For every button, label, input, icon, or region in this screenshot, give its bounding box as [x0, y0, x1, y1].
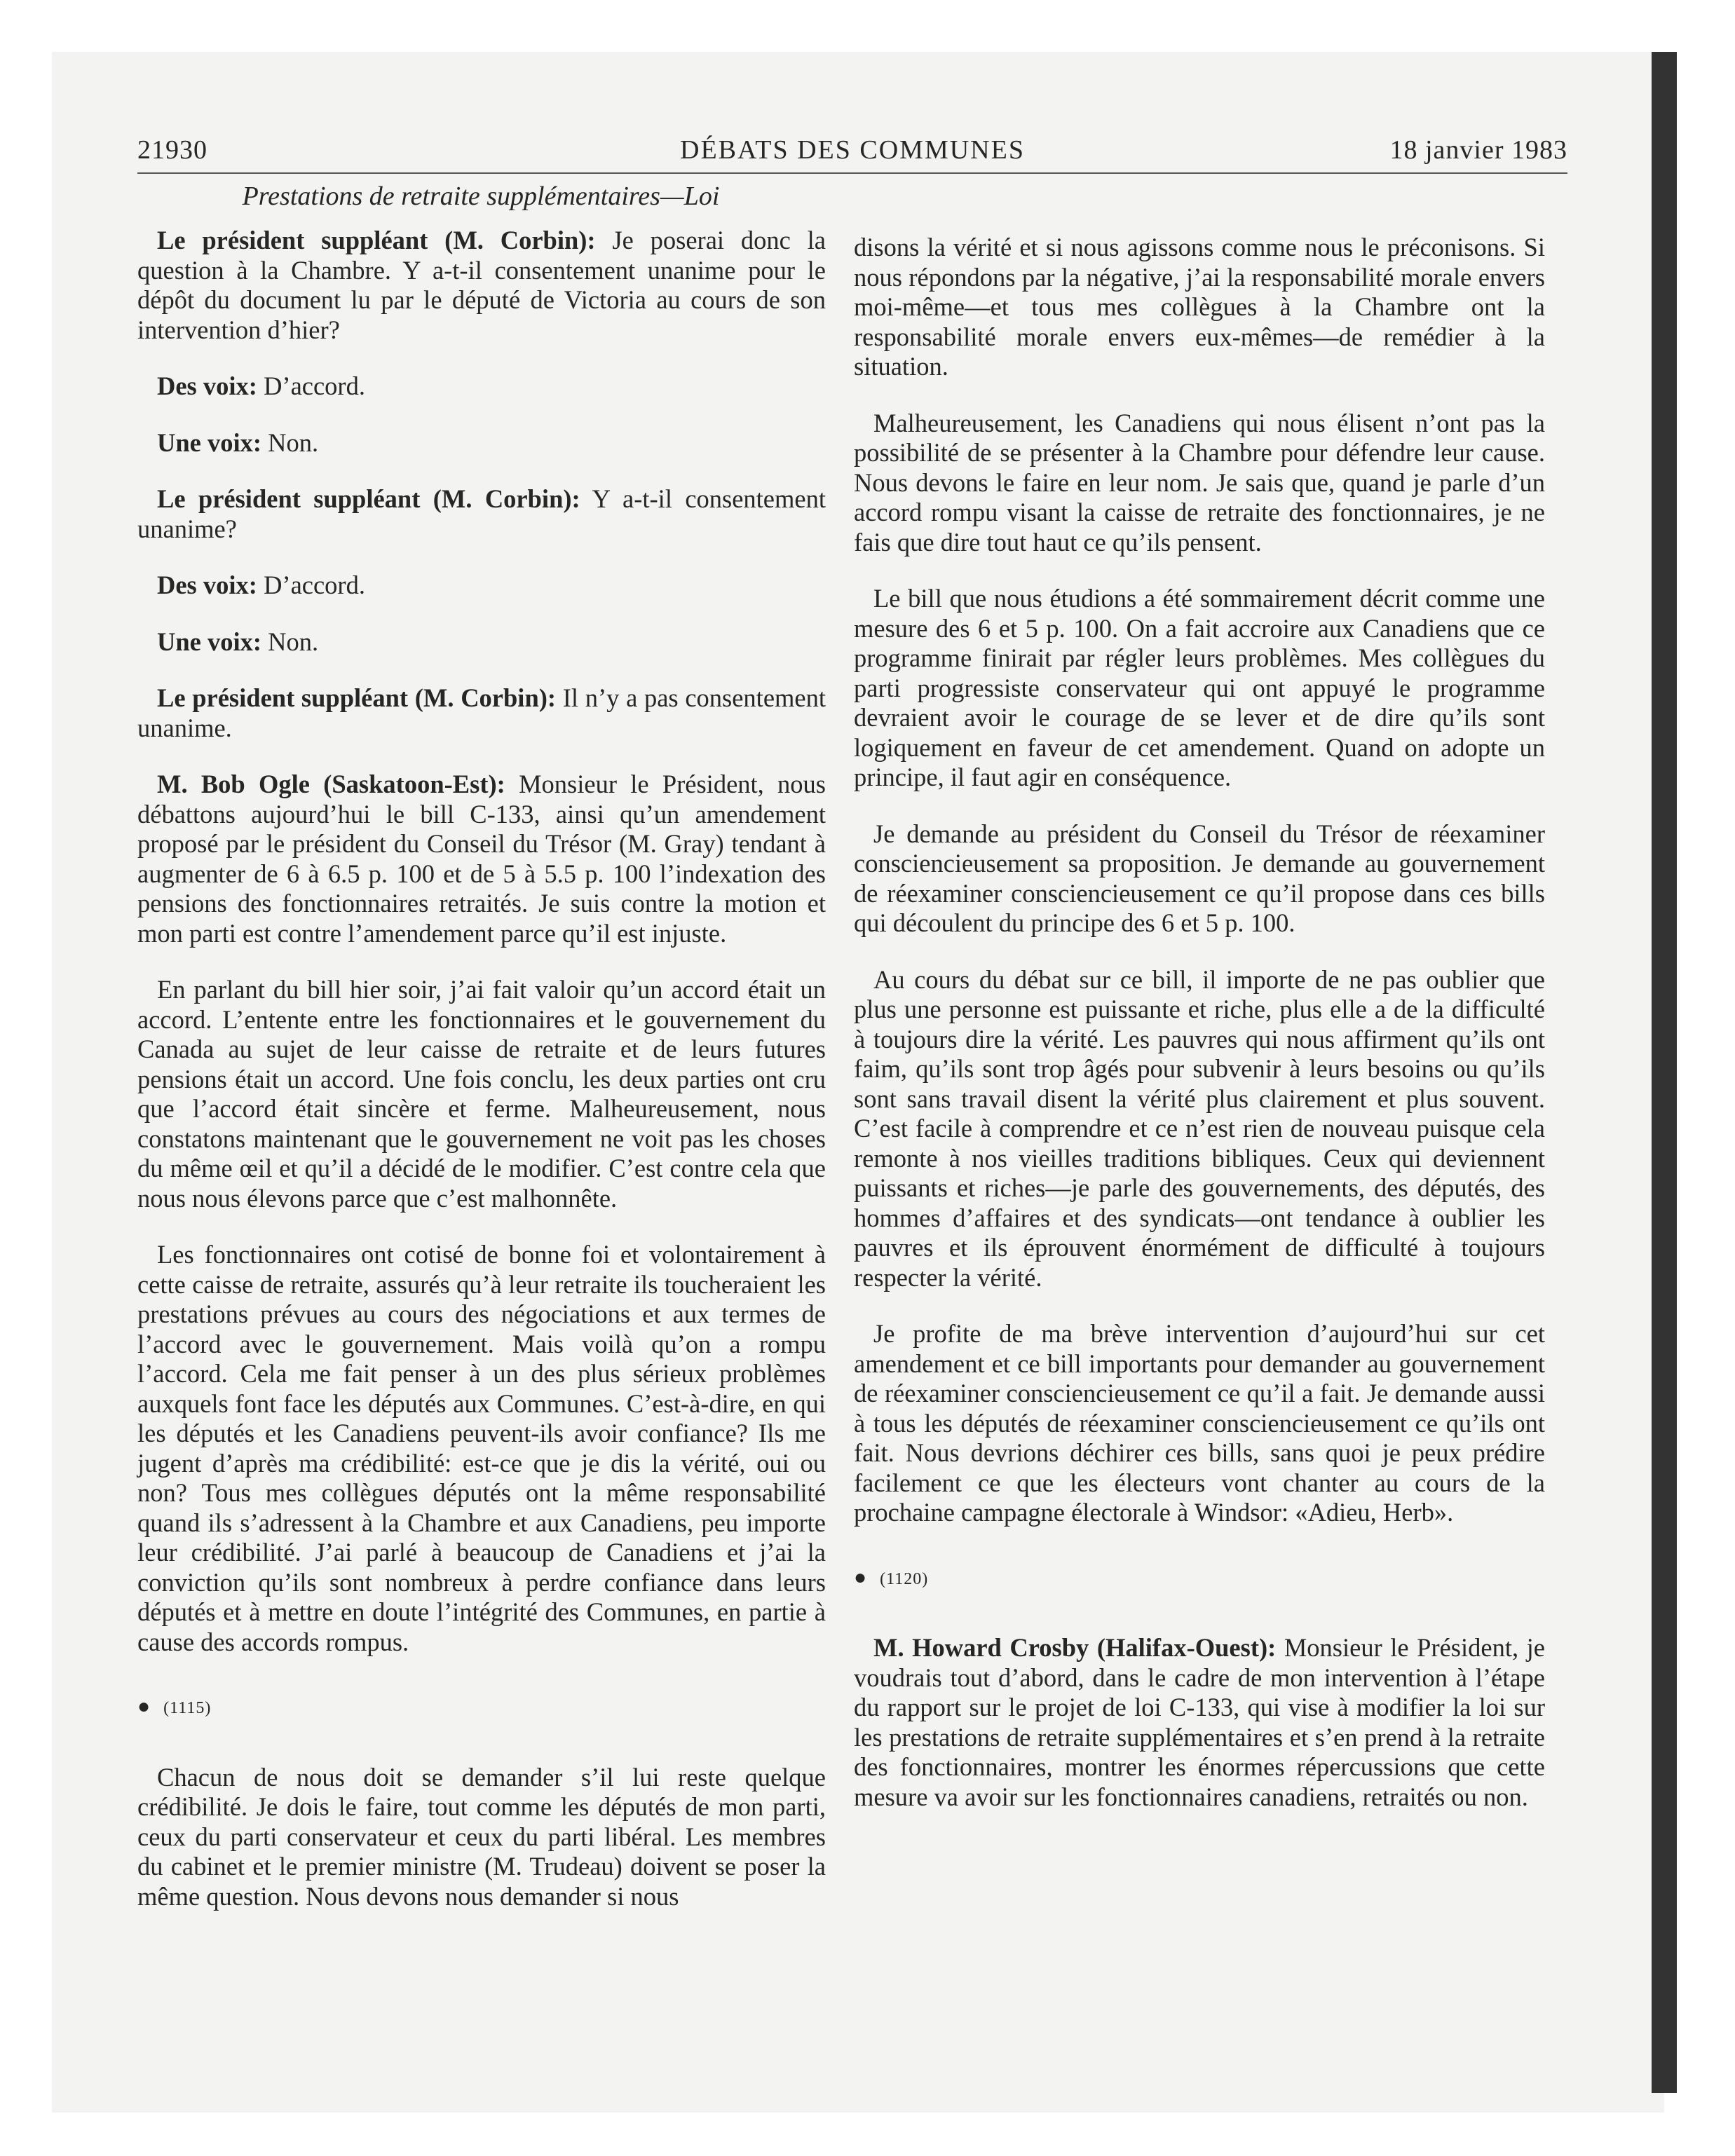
paragraph [137, 1240, 826, 1657]
paragraph-text: Monsieur le Président, nous débattons aujourd’hui le bill C-133, ainsi qu’un amendement proposé par le président du Conseil du Trésor (M. Gray) tendant à augmenter de 6 à 6.5 p. 100 et de 5 à 5.5 p. 100 l’indexation des pensions des fonctionnaires retraités. Je suis contre la motion et mon parti est contre l’amendement parce qu’il est injuste. [137, 770, 826, 948]
speaker-name: Le président suppléant (M. Corbin): [157, 226, 596, 254]
right-column [854, 233, 1545, 1838]
speaker-name: Des voix: [157, 371, 257, 400]
bullet-icon: ● [137, 1695, 151, 1718]
paragraph-text: En parlant du bill hier soir, j’ai fait valoir qu’un accord était un accord. L’entente entre les fonctionnaires et le gouvernement du Canada au sujet de leur caisse de retraite et de leurs futures pensions était un accord. Une fois conclu, les deux parties ont cru que l’accord était sincère et ferme. Malheureusement, nous constatons maintenant que le gouvernement ne voit pas les choses du même œil et qu’il a décidé de le modifier. C’est contre cela que nous nous élevons parce que c’est malhonnête. [137, 975, 826, 1213]
paragraph-text: disons la vérité et si nous agissons comme nous le préconisons. Si nous répondons par la négative, j’ai la responsabilité morale envers moi-même—et tous mes collègues à la Chambre ont la responsabilité morale envers eux-mêmes—de remédier à la situation. [854, 233, 1545, 381]
paragraph-text: Non. [261, 627, 319, 656]
speech-paragraph [854, 1633, 1545, 1812]
running-header [137, 130, 1567, 174]
time-marker-label: (1120) [880, 1569, 929, 1588]
speaker-name: Des voix: [157, 571, 257, 599]
paragraph-text: Je profite de ma brève intervention d’aujourd’hui sur cet amendement et ce bill importants pour demander au gouvernement de réexaminer consciencieusement ce qu’il a fait. Je demande aussi à tous les députés de réexaminer consciencieusement ce qu’ils ont fait. Nous devrions déchirer ces bills, sans quoi je peux prédire facilement ce que les électeurs vont chanter au cours de la prochaine campagne électorale à Windsor: «Adieu, Herb». [854, 1319, 1545, 1527]
paragraph-text: Y a-t-il consentement unanime? [137, 484, 826, 543]
header-date: 18 janvier 1983 [1389, 135, 1567, 165]
speaker-name: Une voix: [157, 627, 262, 656]
speaker-name: Le président suppléant (M. Corbin): [157, 484, 580, 513]
speaker-name: Une voix: [157, 428, 262, 457]
speech-paragraph [137, 484, 826, 544]
paragraph-text: Monsieur le Président, je voudrais tout d’abord, dans le cadre de mon intervention à l’étape du rapport sur le projet de loi C-133, qui vise à modifier la loi sur les prestations de retraite supplémentaires et s’en prend à la retraite des fonctionnaires, montrer les énormes répercussions que cette mesure va avoir sur les fonctionnaires canadiens, retraités ou non. [854, 1633, 1545, 1811]
speaker-name: M. Bob Ogle (Saskatoon-Est): [157, 770, 505, 798]
paragraph-text: D’accord. [257, 571, 365, 599]
speech-paragraph [137, 571, 826, 601]
paragraph-text: Malheureusement, les Canadiens qui nous élisent n’ont pas la possibilité de se présenter à la Chambre pour défendre leur cause. Nous devons le faire en leur nom. Je sais que, quand je parle d’un accord rompu visant la caisse de retraite des fonctionnaires, je ne fais que dire tout haut ce qu’ils pensent. [854, 408, 1545, 557]
speech-paragraph [137, 627, 826, 657]
time-marker [137, 1684, 826, 1724]
paragraph-text: Les fonctionnaires ont cotisé de bonne foi et volontairement à cette caisse de retraite, assurés qu’à leur retraite ils toucheraient les prestations prévues au cours des négociations et aux termes de l’accord avec le gouvernement. Mais voilà qu’on a rompu l’accord. Cela me fait penser à un des plus sérieux problèmes auxquels font face les députés aux Communes. C’est-à-dire, en qui les députés et les Canadiens peuvent-ils avoir confiance? Ils me jugent d’après ma crédibilité: est-ce que je dis la vérité, oui ou non? Tous mes collègues députés ont la même responsabilité quand ils s’adressent à la Chambre et aux Canadiens, peu importe leur crédibilité. J’ai parlé à beaucoup de Canadiens et j’ai la conviction qu’ils sont nombreux à perdre confiance dans leurs députés et à mettre en doute l’intégrité des Communes, en partie à cause des accords rompus. [137, 1240, 826, 1656]
paragraph-text: Le bill que nous étudions a été sommairement décrit comme une mesure des 6 et 5 p. 100. On a fait accroire aux Canadiens que ce programme finirait par régler leurs problèmes. Mes collègues du parti progressiste conservateur qui ont appuyé le programme devraient avoir le courage de se lever et de dire qu’ils sont logiquement en faveur de cet amendement. Quand on adopte un principe, il faut agir en conséquence. [854, 584, 1545, 791]
scan-edge-shadow [1652, 52, 1677, 2093]
paragraph [854, 965, 1545, 1293]
speaker-name: Le président suppléant (M. Corbin): [157, 683, 557, 712]
page-number: 21930 [137, 135, 207, 165]
paragraph-text: D’accord. [257, 371, 365, 400]
paragraph [137, 975, 826, 1213]
paragraph [854, 233, 1545, 382]
paragraph [854, 819, 1545, 939]
speech-paragraph [137, 770, 826, 948]
paragraph [137, 1763, 826, 1912]
speech-paragraph [137, 428, 826, 458]
paragraph [854, 409, 1545, 558]
paragraph-text: Au cours du débat sur ce bill, il importe de ne pas oublier que plus une personne est puissante et riche, plus elle a de la difficulté à toujours dire la vérité. Les pauvres qui nous affirment qu’ils ont faim, qu’ils sont trop âgés pour subvenir à leurs besoins ou qu’ils sont sans travail disent la vérité plus clairement et plus souvent. C’est facile à comprendre et ce n’est rien de nouveau puisque cela remonte à nos vieilles traditions bibliques. Ceux qui deviennent puissants et riches—je parle des gouvernements, des députés, des hommes d’affaires et des syndicats—ont tendance à oublier les pauvres et ils éprouvent énormément de difficulté à toujours respecter la vérité. [854, 964, 1545, 1292]
paragraph-text: Il n’y a pas consentement unanime. [137, 683, 826, 742]
left-column [137, 226, 826, 1938]
paragraph-text: Je poserai donc la question à la Chambre. Y a-t-il consentement unanime pour le dépôt du document lu par le député de Victoria au cours de son intervention d’hier? [137, 226, 826, 344]
bullet-icon: ● [854, 1565, 868, 1589]
speaker-name: M. Howard Crosby (Halifax-Ouest): [873, 1633, 1277, 1662]
paragraph-text: Je demande au président du Conseil du Trésor de réexaminer consciencieusement sa proposition. Je demande au gouvernement de réexaminer consciencieusement ce qu’il propose dans ces bills qui découlent du principe des 6 et 5 p. 100. [854, 819, 1545, 937]
speech-paragraph [137, 226, 826, 345]
time-marker-label: (1115) [163, 1699, 212, 1717]
paragraph [854, 1319, 1545, 1528]
paragraph [854, 584, 1545, 793]
paragraph-text: Chacun de nous doit se demander s’il lui reste quelque crédibilité. Je dois le faire, tout comme les députés de mon parti, ceux du parti conservateur et ceux du parti libéral. Les membres du cabinet et le premier ministre (M. Trudeau) doivent se poser la même question. Nous devons nous demander si nous [137, 1762, 826, 1911]
section-subheading: Prestations de retraite supplémentaires—Loi [242, 182, 720, 211]
speech-paragraph [137, 683, 826, 743]
paragraph-text: Non. [261, 428, 319, 457]
time-marker [854, 1555, 1545, 1595]
speech-paragraph [137, 371, 826, 402]
publication-title: DÉBATS DES COMMUNES [680, 135, 1025, 165]
